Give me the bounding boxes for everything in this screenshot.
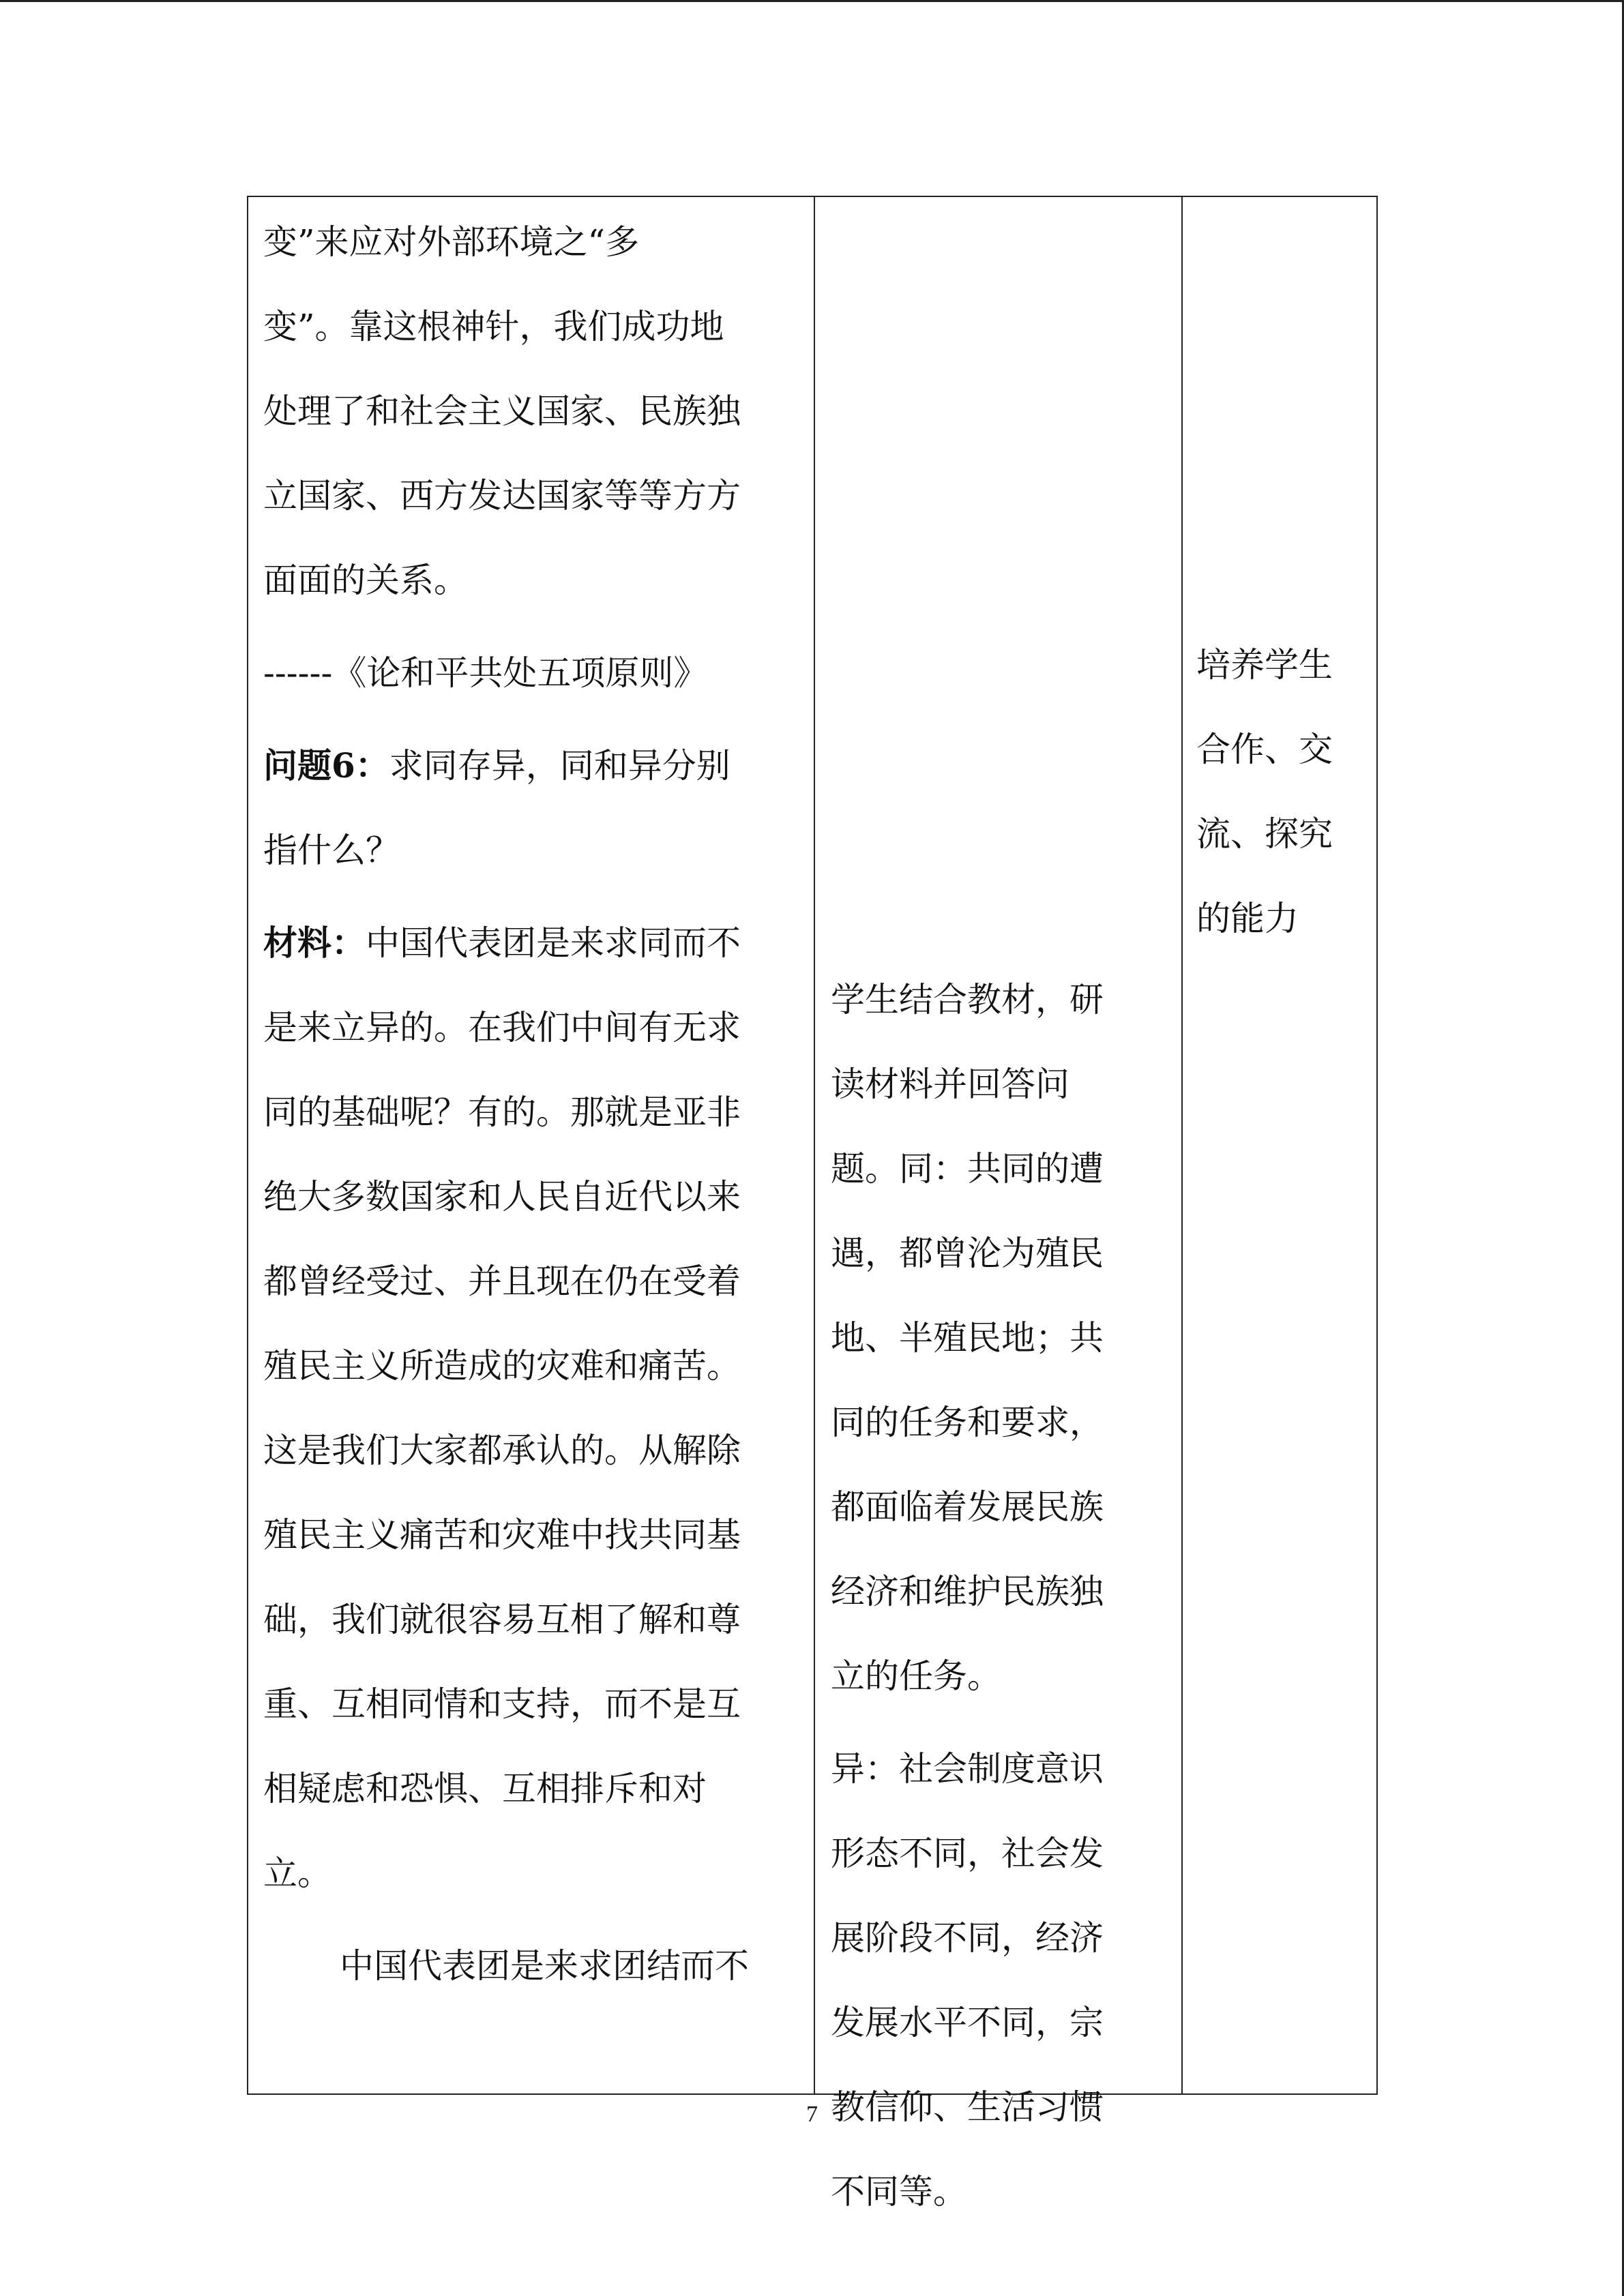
activity-line: 同的任务和要求， [831,1403,1104,1442]
question-line: 指什么？ [263,831,400,870]
question-6 [263,724,809,808]
material-line: 重、互相同情和支持，而不是互 [263,1684,741,1724]
top-border-line [0,0,1624,2]
material-line: 相疑虑和恐惧、互相排斥和对 [263,1769,707,1808]
material-line: 是来立异的。在我们中间有无求 [263,1008,741,1047]
material-line: 同的基础呢？有的。那就是亚非 [263,1092,741,1132]
material-line: 殖民主义痛苦和灾难中找共同基 [263,1515,741,1555]
material-line: 绝大多数国家和人民自近代以来 [263,1177,741,1217]
material-line: 础，我们就很容易互相了解和尊 [263,1600,741,1639]
material-line: 立。 [263,1853,331,1893]
material-line: 殖民主义所造成的灾难和痛苦。 [263,1346,741,1386]
material-line: 都曾经受过、并且现在仍在受着 [263,1262,741,1301]
lesson-table [247,196,1378,2211]
content-line: 处理了和社会主义国家、民族独 [263,391,741,431]
content-line: 面面的关系。 [263,561,468,600]
question-label: 问题6： [263,745,389,786]
material-label: 材料： [263,923,366,963]
activity-line: 教信仰、生活习惯 [831,2087,1104,2127]
activity-line: 立的任务。 [831,1656,1001,1696]
source-citation: ------《论和平共处五项原则》 [263,653,708,693]
activity-line: 展阶段不同，经济 [831,1918,1104,1958]
content-line: 变”来应对外部环境之“多 [263,222,640,262]
material-text: 中国代表团是来求同而不 [366,923,741,963]
intent-line: 合作、交 [1196,730,1333,769]
intent-line: 的能力 [1196,899,1299,938]
activity-line: 读材料并回答问 [831,1064,1069,1104]
content-line: 变”。靠这根神针，我们成功地 [263,307,724,346]
activity-line: 不同等。 [831,2172,967,2211]
teaching-content-column [263,200,809,2008]
material-line: 这是我们大家都承认的。从解除 [263,1431,741,1470]
content-line: 立国家、西方发达国家等等方方 [263,476,741,516]
intent-line: 流、探究 [1196,814,1333,854]
question-text: 求同存异，同和异分别 [389,746,730,786]
column-divider-2 [1181,197,1183,2093]
activity-line: 遇，都曾沦为殖民 [831,1234,1104,1273]
intent-line: 培养学生 [1196,645,1333,685]
activity-line: 学生结合教材，研 [831,980,1104,1019]
column-divider-1 [814,197,815,2093]
activity-line: 都面临着发展民族 [831,1487,1104,1527]
student-activity-column [831,957,1172,2234]
activity-line: 异：社会制度意识 [831,1749,1104,1789]
activity-line: 发展水平不同，宗 [831,2003,1104,2042]
activity-line: 题。同：共同的遭 [831,1149,1104,1189]
material-heading [263,901,809,985]
activity-line: 形态不同，社会发 [831,1834,1104,1873]
activity-line: 经济和维护民族独 [831,1572,1104,1611]
design-intent-column [1196,623,1367,961]
activity-line: 地、半殖民地；共 [831,1318,1104,1358]
page-number: 7 [806,2102,818,2127]
material-paragraph-2: 中国代表团是来求团结而不 [340,1946,749,1986]
